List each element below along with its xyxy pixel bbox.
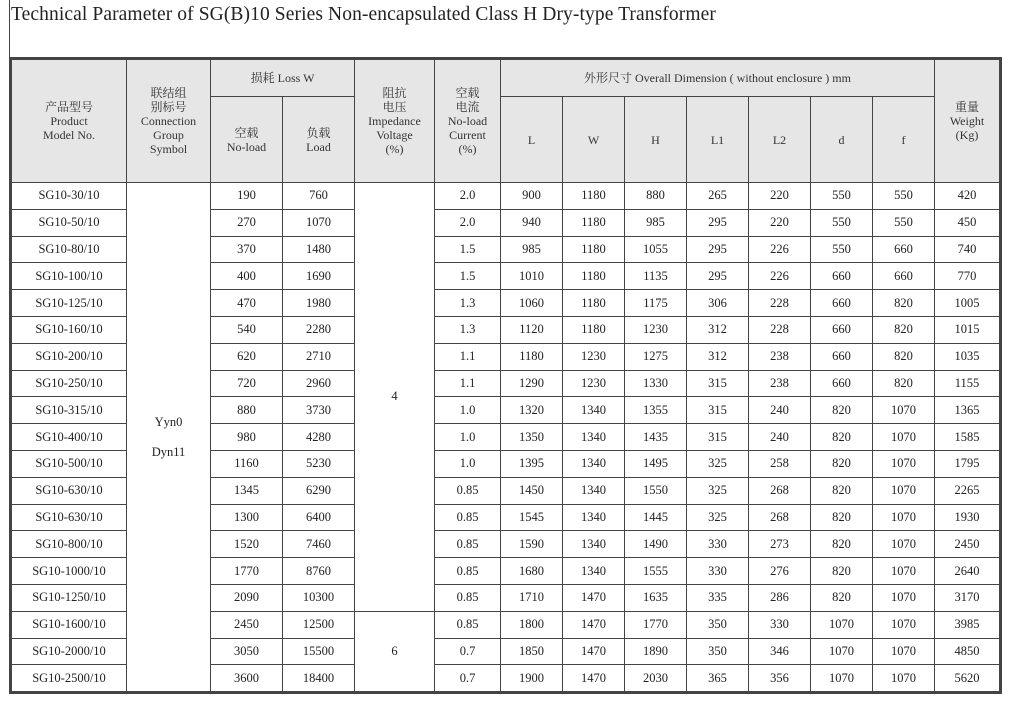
dimension-f-cell: 1070 bbox=[873, 504, 935, 531]
header-dim-d: d bbox=[811, 97, 873, 183]
dimension-l2-cell: 240 bbox=[749, 397, 811, 424]
dimension-d-cell: 820 bbox=[811, 450, 873, 477]
dimension-h-cell: 1770 bbox=[625, 611, 687, 638]
load-loss-cell: 1480 bbox=[283, 236, 355, 263]
no-load-loss-cell: 3050 bbox=[211, 638, 283, 665]
no-load-loss-cell: 620 bbox=[211, 343, 283, 370]
model-cell: SG10-2500/10 bbox=[11, 665, 127, 693]
no-load-loss-cell: 720 bbox=[211, 370, 283, 397]
header-dim-w: W bbox=[563, 97, 625, 183]
current-cell: 1.1 bbox=[435, 343, 501, 370]
dimension-l2-cell: 258 bbox=[749, 450, 811, 477]
load-loss-cell: 6290 bbox=[283, 477, 355, 504]
dimension-h-cell: 1555 bbox=[625, 558, 687, 585]
dimension-w-cell: 1470 bbox=[563, 611, 625, 638]
dimension-l-cell: 1800 bbox=[501, 611, 563, 638]
weight-cell: 1930 bbox=[935, 504, 1001, 531]
dimension-h-cell: 1550 bbox=[625, 477, 687, 504]
dimension-d-cell: 1070 bbox=[811, 665, 873, 693]
current-cell: 1.5 bbox=[435, 263, 501, 290]
dimension-l2-cell: 356 bbox=[749, 665, 811, 693]
dimension-l2-cell: 228 bbox=[749, 316, 811, 343]
dimension-l1-cell: 315 bbox=[687, 397, 749, 424]
load-loss-cell: 5230 bbox=[283, 450, 355, 477]
weight-cell: 450 bbox=[935, 209, 1001, 236]
header-loss: 损耗 Loss W bbox=[211, 59, 355, 97]
dimension-h-cell: 1490 bbox=[625, 531, 687, 558]
weight-cell: 1015 bbox=[935, 316, 1001, 343]
current-cell: 0.7 bbox=[435, 665, 501, 693]
dimension-w-cell: 1340 bbox=[563, 504, 625, 531]
page-title: Technical Parameter of SG(B)10 Series Non-encapsulated Class H Dry-type Transformer bbox=[11, 4, 716, 25]
dimension-w-cell: 1180 bbox=[563, 183, 625, 210]
dimension-l1-cell: 315 bbox=[687, 424, 749, 451]
dimension-f-cell: 820 bbox=[873, 316, 935, 343]
load-loss-cell: 15500 bbox=[283, 638, 355, 665]
dimension-d-cell: 1070 bbox=[811, 611, 873, 638]
dimension-l2-cell: 220 bbox=[749, 183, 811, 210]
dimension-d-cell: 660 bbox=[811, 316, 873, 343]
dimension-l1-cell: 335 bbox=[687, 584, 749, 611]
load-loss-cell: 12500 bbox=[283, 611, 355, 638]
dimension-h-cell: 1435 bbox=[625, 424, 687, 451]
dimension-w-cell: 1340 bbox=[563, 424, 625, 451]
model-cell: SG10-630/10 bbox=[11, 477, 127, 504]
weight-cell: 770 bbox=[935, 263, 1001, 290]
load-loss-cell: 1690 bbox=[283, 263, 355, 290]
model-cell: SG10-400/10 bbox=[11, 424, 127, 451]
model-cell: SG10-1600/10 bbox=[11, 611, 127, 638]
dimension-l-cell: 940 bbox=[501, 209, 563, 236]
dimension-h-cell: 1495 bbox=[625, 450, 687, 477]
header-dim-f: f bbox=[873, 97, 935, 183]
dimension-f-cell: 820 bbox=[873, 370, 935, 397]
dimension-l1-cell: 325 bbox=[687, 450, 749, 477]
dimension-l-cell: 1900 bbox=[501, 665, 563, 693]
dimension-h-cell: 1330 bbox=[625, 370, 687, 397]
dimension-l2-cell: 238 bbox=[749, 343, 811, 370]
no-load-loss-cell: 880 bbox=[211, 397, 283, 424]
model-cell: SG10-1000/10 bbox=[11, 558, 127, 585]
dimension-h-cell: 1445 bbox=[625, 504, 687, 531]
dimension-w-cell: 1180 bbox=[563, 316, 625, 343]
dimension-h-cell: 1890 bbox=[625, 638, 687, 665]
weight-cell: 2265 bbox=[935, 477, 1001, 504]
dimension-h-cell: 1275 bbox=[625, 343, 687, 370]
no-load-loss-cell: 190 bbox=[211, 183, 283, 210]
current-cell: 0.85 bbox=[435, 504, 501, 531]
no-load-loss-cell: 400 bbox=[211, 263, 283, 290]
load-loss-cell: 10300 bbox=[283, 584, 355, 611]
header-connection: 联结组 别标号 Connection Group Symbol bbox=[127, 59, 211, 183]
model-cell: SG10-80/10 bbox=[11, 236, 127, 263]
no-load-loss-cell: 470 bbox=[211, 290, 283, 317]
dimension-l1-cell: 295 bbox=[687, 209, 749, 236]
current-cell: 2.0 bbox=[435, 209, 501, 236]
dimension-l-cell: 1010 bbox=[501, 263, 563, 290]
dimension-l2-cell: 268 bbox=[749, 504, 811, 531]
impedance-cell: 6 bbox=[355, 611, 435, 692]
load-loss-cell: 8760 bbox=[283, 558, 355, 585]
no-load-loss-cell: 1160 bbox=[211, 450, 283, 477]
current-cell: 0.7 bbox=[435, 638, 501, 665]
dimension-l1-cell: 330 bbox=[687, 531, 749, 558]
dimension-f-cell: 550 bbox=[873, 209, 935, 236]
table-header bbox=[11, 59, 1001, 183]
no-load-loss-cell: 270 bbox=[211, 209, 283, 236]
dimension-w-cell: 1340 bbox=[563, 558, 625, 585]
current-cell: 0.85 bbox=[435, 611, 501, 638]
dimension-h-cell: 1055 bbox=[625, 236, 687, 263]
model-cell: SG10-50/10 bbox=[11, 209, 127, 236]
dimension-h-cell: 2030 bbox=[625, 665, 687, 693]
dimension-f-cell: 1070 bbox=[873, 424, 935, 451]
no-load-loss-cell: 1770 bbox=[211, 558, 283, 585]
dimension-l1-cell: 295 bbox=[687, 263, 749, 290]
weight-cell: 4850 bbox=[935, 638, 1001, 665]
connection-group-label: Yyn0 bbox=[154, 415, 183, 430]
dimension-d-cell: 820 bbox=[811, 504, 873, 531]
load-loss-cell: 760 bbox=[283, 183, 355, 210]
current-cell: 1.5 bbox=[435, 236, 501, 263]
dimension-l2-cell: 226 bbox=[749, 263, 811, 290]
no-load-loss-cell: 2450 bbox=[211, 611, 283, 638]
load-loss-cell: 7460 bbox=[283, 531, 355, 558]
header-dimension: 外形尺寸 Overall Dimension ( without enclosure ) mm bbox=[501, 59, 935, 97]
current-cell: 0.85 bbox=[435, 531, 501, 558]
no-load-loss-cell: 2090 bbox=[211, 584, 283, 611]
dimension-w-cell: 1470 bbox=[563, 584, 625, 611]
model-cell: SG10-630/10 bbox=[11, 504, 127, 531]
weight-cell: 420 bbox=[935, 183, 1001, 210]
dimension-l1-cell: 306 bbox=[687, 290, 749, 317]
no-load-loss-cell: 3600 bbox=[211, 665, 283, 693]
dimension-l2-cell: 238 bbox=[749, 370, 811, 397]
weight-cell: 1795 bbox=[935, 450, 1001, 477]
dimension-l2-cell: 228 bbox=[749, 290, 811, 317]
dimension-f-cell: 660 bbox=[873, 263, 935, 290]
dimension-h-cell: 985 bbox=[625, 209, 687, 236]
load-loss-cell: 2280 bbox=[283, 316, 355, 343]
dimension-h-cell: 1175 bbox=[625, 290, 687, 317]
table-row bbox=[11, 183, 1001, 210]
weight-cell: 740 bbox=[935, 236, 1001, 263]
dimension-h-cell: 1355 bbox=[625, 397, 687, 424]
no-load-loss-cell: 1345 bbox=[211, 477, 283, 504]
weight-cell: 3985 bbox=[935, 611, 1001, 638]
dimension-d-cell: 660 bbox=[811, 343, 873, 370]
dimension-l-cell: 1320 bbox=[501, 397, 563, 424]
header-no-load-loss: 空载 No-load bbox=[211, 97, 283, 183]
current-cell: 1.3 bbox=[435, 316, 501, 343]
load-loss-cell: 4280 bbox=[283, 424, 355, 451]
dimension-d-cell: 820 bbox=[811, 558, 873, 585]
weight-cell: 1035 bbox=[935, 343, 1001, 370]
dimension-l-cell: 1120 bbox=[501, 316, 563, 343]
dimension-d-cell: 550 bbox=[811, 183, 873, 210]
dimension-d-cell: 660 bbox=[811, 290, 873, 317]
table-body bbox=[11, 183, 1001, 693]
header-current: 空载 电流 No-load Current (%) bbox=[435, 59, 501, 183]
dimension-l2-cell: 330 bbox=[749, 611, 811, 638]
weight-cell: 1155 bbox=[935, 370, 1001, 397]
dimension-l-cell: 1850 bbox=[501, 638, 563, 665]
header-weight: 重量 Weight (Kg) bbox=[935, 59, 1001, 183]
dimension-h-cell: 1135 bbox=[625, 263, 687, 290]
dimension-d-cell: 1070 bbox=[811, 638, 873, 665]
dimension-h-cell: 880 bbox=[625, 183, 687, 210]
weight-cell: 5620 bbox=[935, 665, 1001, 693]
dimension-l1-cell: 330 bbox=[687, 558, 749, 585]
model-cell: SG10-30/10 bbox=[11, 183, 127, 210]
dimension-w-cell: 1470 bbox=[563, 638, 625, 665]
dimension-d-cell: 550 bbox=[811, 209, 873, 236]
current-cell: 0.85 bbox=[435, 558, 501, 585]
model-cell: SG10-800/10 bbox=[11, 531, 127, 558]
weight-cell: 1365 bbox=[935, 397, 1001, 424]
dimension-d-cell: 820 bbox=[811, 424, 873, 451]
load-loss-cell: 2710 bbox=[283, 343, 355, 370]
impedance-cell: 4 bbox=[355, 183, 435, 612]
dimension-l2-cell: 286 bbox=[749, 584, 811, 611]
dimension-l1-cell: 350 bbox=[687, 611, 749, 638]
current-cell: 1.0 bbox=[435, 424, 501, 451]
dimension-d-cell: 660 bbox=[811, 370, 873, 397]
dimension-f-cell: 1070 bbox=[873, 665, 935, 693]
dimension-l2-cell: 220 bbox=[749, 209, 811, 236]
weight-cell: 2640 bbox=[935, 558, 1001, 585]
left-border-line bbox=[9, 0, 10, 58]
dimension-h-cell: 1635 bbox=[625, 584, 687, 611]
current-cell: 1.1 bbox=[435, 370, 501, 397]
dimension-d-cell: 820 bbox=[811, 584, 873, 611]
dimension-d-cell: 820 bbox=[811, 477, 873, 504]
dimension-l-cell: 985 bbox=[501, 236, 563, 263]
dimension-l1-cell: 312 bbox=[687, 343, 749, 370]
header-dim-l1: L1 bbox=[687, 97, 749, 183]
dimension-l-cell: 1450 bbox=[501, 477, 563, 504]
dimension-l1-cell: 350 bbox=[687, 638, 749, 665]
dimension-f-cell: 820 bbox=[873, 343, 935, 370]
dimension-l-cell: 1680 bbox=[501, 558, 563, 585]
dimension-l2-cell: 346 bbox=[749, 638, 811, 665]
current-cell: 2.0 bbox=[435, 183, 501, 210]
dimension-f-cell: 1070 bbox=[873, 638, 935, 665]
current-cell: 1.3 bbox=[435, 290, 501, 317]
dimension-l-cell: 1180 bbox=[501, 343, 563, 370]
dimension-h-cell: 1230 bbox=[625, 316, 687, 343]
header-impedance: 阻抗 电压 Impedance Voltage (%) bbox=[355, 59, 435, 183]
connection-group-cell bbox=[127, 183, 211, 693]
no-load-loss-cell: 980 bbox=[211, 424, 283, 451]
dimension-l-cell: 900 bbox=[501, 183, 563, 210]
header-dim-l: L bbox=[501, 97, 563, 183]
dimension-l1-cell: 315 bbox=[687, 370, 749, 397]
model-cell: SG10-2000/10 bbox=[11, 638, 127, 665]
dimension-d-cell: 550 bbox=[811, 236, 873, 263]
dimension-l-cell: 1290 bbox=[501, 370, 563, 397]
dimension-w-cell: 1180 bbox=[563, 209, 625, 236]
header-model: 产品型号 Product Model No. bbox=[11, 59, 127, 183]
dimension-d-cell: 660 bbox=[811, 263, 873, 290]
dimension-w-cell: 1470 bbox=[563, 665, 625, 693]
current-cell: 1.0 bbox=[435, 450, 501, 477]
dimension-w-cell: 1340 bbox=[563, 531, 625, 558]
dimension-l1-cell: 365 bbox=[687, 665, 749, 693]
current-cell: 0.85 bbox=[435, 584, 501, 611]
dimension-l-cell: 1590 bbox=[501, 531, 563, 558]
dimension-w-cell: 1180 bbox=[563, 290, 625, 317]
dimension-l2-cell: 240 bbox=[749, 424, 811, 451]
dimension-w-cell: 1340 bbox=[563, 397, 625, 424]
load-loss-cell: 1980 bbox=[283, 290, 355, 317]
dimension-f-cell: 1070 bbox=[873, 450, 935, 477]
dimension-l-cell: 1395 bbox=[501, 450, 563, 477]
load-loss-cell: 6400 bbox=[283, 504, 355, 531]
dimension-l-cell: 1350 bbox=[501, 424, 563, 451]
dimension-w-cell: 1180 bbox=[563, 263, 625, 290]
dimension-l1-cell: 325 bbox=[687, 504, 749, 531]
no-load-loss-cell: 1300 bbox=[211, 504, 283, 531]
no-load-loss-cell: 1520 bbox=[211, 531, 283, 558]
dimension-f-cell: 660 bbox=[873, 236, 935, 263]
weight-cell: 1005 bbox=[935, 290, 1001, 317]
load-loss-cell: 1070 bbox=[283, 209, 355, 236]
dimension-l2-cell: 276 bbox=[749, 558, 811, 585]
dimension-l1-cell: 325 bbox=[687, 477, 749, 504]
dimension-l-cell: 1545 bbox=[501, 504, 563, 531]
model-cell: SG10-125/10 bbox=[11, 290, 127, 317]
dimension-f-cell: 1070 bbox=[873, 558, 935, 585]
model-cell: SG10-100/10 bbox=[11, 263, 127, 290]
load-loss-cell: 2960 bbox=[283, 370, 355, 397]
dimension-f-cell: 1070 bbox=[873, 531, 935, 558]
parameter-table bbox=[9, 57, 1002, 694]
no-load-loss-cell: 540 bbox=[211, 316, 283, 343]
dimension-l-cell: 1060 bbox=[501, 290, 563, 317]
dimension-l-cell: 1710 bbox=[501, 584, 563, 611]
current-cell: 1.0 bbox=[435, 397, 501, 424]
dimension-l2-cell: 268 bbox=[749, 477, 811, 504]
current-cell: 0.85 bbox=[435, 477, 501, 504]
dimension-l2-cell: 226 bbox=[749, 236, 811, 263]
model-cell: SG10-160/10 bbox=[11, 316, 127, 343]
dimension-f-cell: 550 bbox=[873, 183, 935, 210]
model-cell: SG10-315/10 bbox=[11, 397, 127, 424]
no-load-loss-cell: 370 bbox=[211, 236, 283, 263]
dimension-w-cell: 1230 bbox=[563, 370, 625, 397]
model-cell: SG10-250/10 bbox=[11, 370, 127, 397]
model-cell: SG10-1250/10 bbox=[11, 584, 127, 611]
header-dim-h: H bbox=[625, 97, 687, 183]
dimension-f-cell: 1070 bbox=[873, 584, 935, 611]
connection-group-label: Dyn11 bbox=[151, 445, 186, 460]
header-load-loss: 负载 Load bbox=[283, 97, 355, 183]
weight-cell: 3170 bbox=[935, 584, 1001, 611]
dimension-f-cell: 1070 bbox=[873, 477, 935, 504]
dimension-w-cell: 1340 bbox=[563, 477, 625, 504]
dimension-l2-cell: 273 bbox=[749, 531, 811, 558]
dimension-l1-cell: 265 bbox=[687, 183, 749, 210]
dimension-d-cell: 820 bbox=[811, 397, 873, 424]
load-loss-cell: 3730 bbox=[283, 397, 355, 424]
weight-cell: 1585 bbox=[935, 424, 1001, 451]
dimension-f-cell: 820 bbox=[873, 290, 935, 317]
dimension-l1-cell: 312 bbox=[687, 316, 749, 343]
dimension-d-cell: 820 bbox=[811, 531, 873, 558]
weight-cell: 2450 bbox=[935, 531, 1001, 558]
header-dim-l2: L2 bbox=[749, 97, 811, 183]
dimension-w-cell: 1340 bbox=[563, 450, 625, 477]
dimension-f-cell: 1070 bbox=[873, 611, 935, 638]
model-cell: SG10-500/10 bbox=[11, 450, 127, 477]
dimension-f-cell: 1070 bbox=[873, 397, 935, 424]
load-loss-cell: 18400 bbox=[283, 665, 355, 693]
model-cell: SG10-200/10 bbox=[11, 343, 127, 370]
dimension-w-cell: 1180 bbox=[563, 236, 625, 263]
dimension-l1-cell: 295 bbox=[687, 236, 749, 263]
dimension-w-cell: 1230 bbox=[563, 343, 625, 370]
